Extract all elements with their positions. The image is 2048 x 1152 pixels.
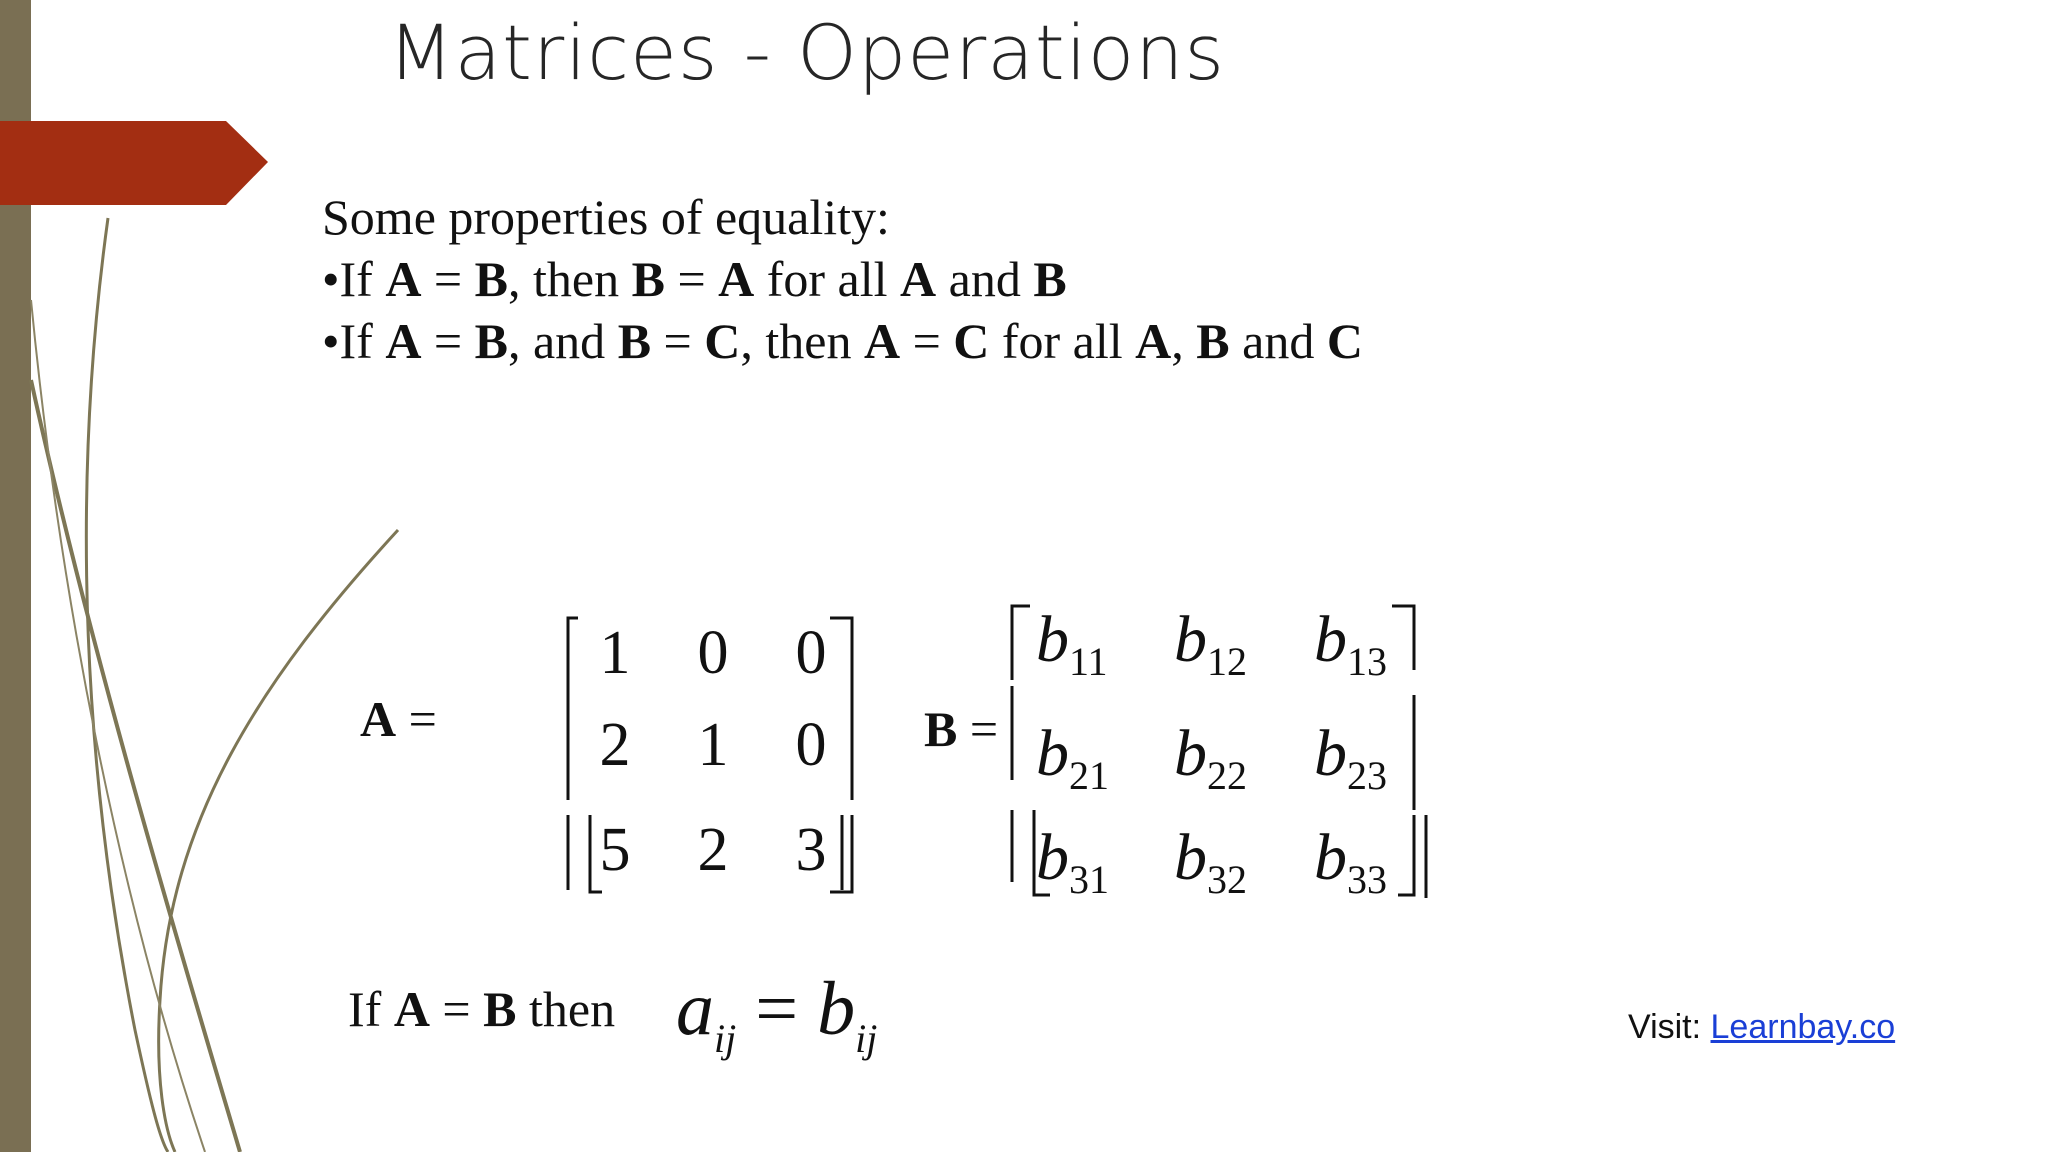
matrix-a-cell: 2: [599, 711, 631, 779]
slide-title: Matrices - Operations: [388, 8, 1225, 97]
symbol-b: B: [617, 313, 652, 369]
cell-subscript: 13: [1347, 639, 1387, 684]
matrix-a-cell: 1: [599, 619, 631, 687]
symbol-a: A: [360, 691, 397, 747]
matrix-a-cell: 0: [795, 619, 827, 687]
equality-properties: [322, 186, 1363, 372]
formula-equals: =: [736, 967, 818, 1051]
property-bullet-1: [322, 248, 1363, 310]
symbol-b: B: [1033, 251, 1067, 307]
matrix-a-cell: 1: [697, 711, 729, 779]
text: for all: [754, 251, 901, 307]
formula-rhs: [817, 967, 878, 1061]
symbol-b: B: [483, 981, 517, 1037]
matrix-a-cell: 0: [697, 619, 729, 687]
symbol-b: B: [474, 313, 508, 369]
cell-letter: b: [1174, 717, 1207, 790]
text: then: [516, 981, 616, 1037]
symbol-b: B: [631, 251, 665, 307]
formula-lhs: [676, 967, 737, 1061]
matrix-b-cell: [1174, 818, 1314, 920]
text: =: [900, 313, 954, 369]
cell-subscript: 12: [1207, 639, 1247, 684]
cell-subscript: 22: [1207, 753, 1247, 798]
curve-3: [159, 530, 398, 1152]
symbol-a: A: [393, 981, 430, 1037]
symbol-a: A: [863, 313, 901, 369]
text: •If: [322, 251, 386, 307]
matrix-b-cell: [1174, 600, 1314, 702]
text: , then: [507, 251, 632, 307]
symbol-c: C: [953, 313, 990, 369]
visit-footer: [1628, 1008, 1895, 1047]
text: =: [651, 313, 705, 369]
text: , then: [740, 313, 864, 369]
cell-subscript: 31: [1069, 857, 1109, 902]
matrix-b-cell: [1036, 714, 1176, 816]
text: If: [348, 981, 394, 1037]
matrix-a-cell: 5: [599, 816, 631, 884]
matrix-a-cell: 3: [795, 816, 827, 884]
lhs-subscript: ij: [714, 1016, 737, 1061]
symbol-a: A: [1135, 313, 1172, 369]
learnbay-link[interactable]: Learnbay.co: [1710, 1008, 1896, 1046]
text: , and: [507, 313, 618, 369]
text: •If: [322, 313, 386, 369]
cell-letter: b: [1036, 821, 1069, 894]
symbol-a: A: [385, 313, 422, 369]
equals-sign: =: [957, 701, 999, 757]
matrix-a-cell: 2: [697, 816, 729, 884]
symbol-a: A: [718, 251, 755, 307]
cell-subscript: 32: [1207, 857, 1247, 902]
equals-sign: =: [396, 691, 437, 747]
symbol-c: C: [1326, 313, 1363, 369]
matrix-b-cell: [1036, 818, 1176, 920]
cell-letter: b: [1314, 603, 1347, 676]
text: and: [936, 251, 1034, 307]
text: =: [421, 313, 475, 369]
property-bullet-2: [322, 310, 1363, 372]
matrix-b-cell: [1314, 818, 1454, 920]
cell-letter: b: [1036, 717, 1069, 790]
matrix-a-label: [360, 690, 437, 748]
cell-subscript: 11: [1069, 639, 1108, 684]
symbol-b: B: [924, 701, 958, 757]
intro-line: Some properties of equality:: [322, 189, 890, 245]
element-equality-formula: [676, 966, 877, 1062]
cell-subscript: 21: [1069, 753, 1109, 798]
matrix-b-cell: [1036, 600, 1176, 702]
matrix-b-cell: [1174, 714, 1314, 816]
matrix-b-cell: [1314, 600, 1454, 702]
cell-subscript: 33: [1347, 857, 1387, 902]
accent-arrow: [0, 121, 268, 205]
text: ,: [1171, 313, 1197, 369]
symbol-a: A: [900, 251, 937, 307]
lhs-letter: a: [676, 967, 714, 1051]
rhs-subscript: ij: [855, 1016, 878, 1061]
text: =: [429, 981, 484, 1037]
cell-letter: b: [1174, 821, 1207, 894]
cell-letter: b: [1314, 717, 1347, 790]
condition-text: [348, 980, 615, 1038]
symbol-b: B: [1196, 313, 1230, 369]
symbol-a: A: [385, 251, 422, 307]
cell-letter: b: [1036, 603, 1069, 676]
text: and: [1229, 313, 1327, 369]
curve-1: [86, 218, 168, 1152]
matrix-b-label: [924, 700, 998, 758]
matrix-a-cell: 0: [795, 711, 827, 779]
symbol-b: B: [474, 251, 508, 307]
visit-label: Visit:: [1628, 1008, 1711, 1046]
text: =: [664, 251, 719, 307]
rhs-letter: b: [817, 967, 856, 1051]
text: for all: [989, 313, 1136, 369]
text: =: [421, 251, 475, 307]
cell-letter: b: [1314, 821, 1347, 894]
cell-subscript: 23: [1347, 753, 1387, 798]
cell-letter: b: [1174, 603, 1207, 676]
matrix-b-cell: [1314, 714, 1454, 816]
symbol-c: C: [704, 313, 741, 369]
